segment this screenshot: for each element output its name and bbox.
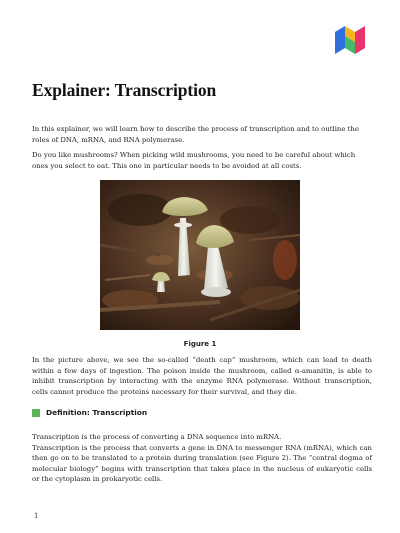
death-cap-photo — [100, 180, 300, 330]
mushroom-paragraph: Do you like mushrooms? When picking wild mushrooms, you need to be careful about which ones you select to eat. This one in particular needs to be avoided at all costs. — [32, 151, 356, 170]
page-number: 1 — [34, 512, 39, 520]
definition-heading-label: Definition: Transcription — [46, 408, 148, 417]
definition-marker-icon — [32, 409, 40, 417]
intro-paragraph: In this explainer, we will learn how to describe the process of transcription and to outline the roles of DNA, mRNA, and RNA polymerase. — [32, 125, 359, 144]
nagwa-logo-icon — [335, 26, 365, 54]
figure-description-paragraph: In the picture above, we see the so-called “death cap” mushroom, which can lead to death within a few days of ingestion. The poison inside the mushroom, called α-amanitin, is able to inhibit transcription by interacting with the enzyme RNA polymerase. Without transcription, cells cannot produce the proteins necessary for their survival, and they die. — [32, 356, 372, 396]
transcription-paragraph: Transcription is the process that converts a gene in DNA to messenger RNA (mRNA), which can then go on to be translated to a protein during translation (see Figure 2). The “central dogma of molecular biology” begins with transcription that takes place in the nucleus of eukaryotic cells or the cytoplasm in prokaryotic cells. — [32, 443, 372, 484]
figure-caption: Figure 1 — [183, 340, 217, 348]
page-title: Explainer: Transcription — [32, 80, 217, 100]
definition-text: Transcription is the process of converting a DNA sequence into mRNA. — [32, 433, 282, 441]
